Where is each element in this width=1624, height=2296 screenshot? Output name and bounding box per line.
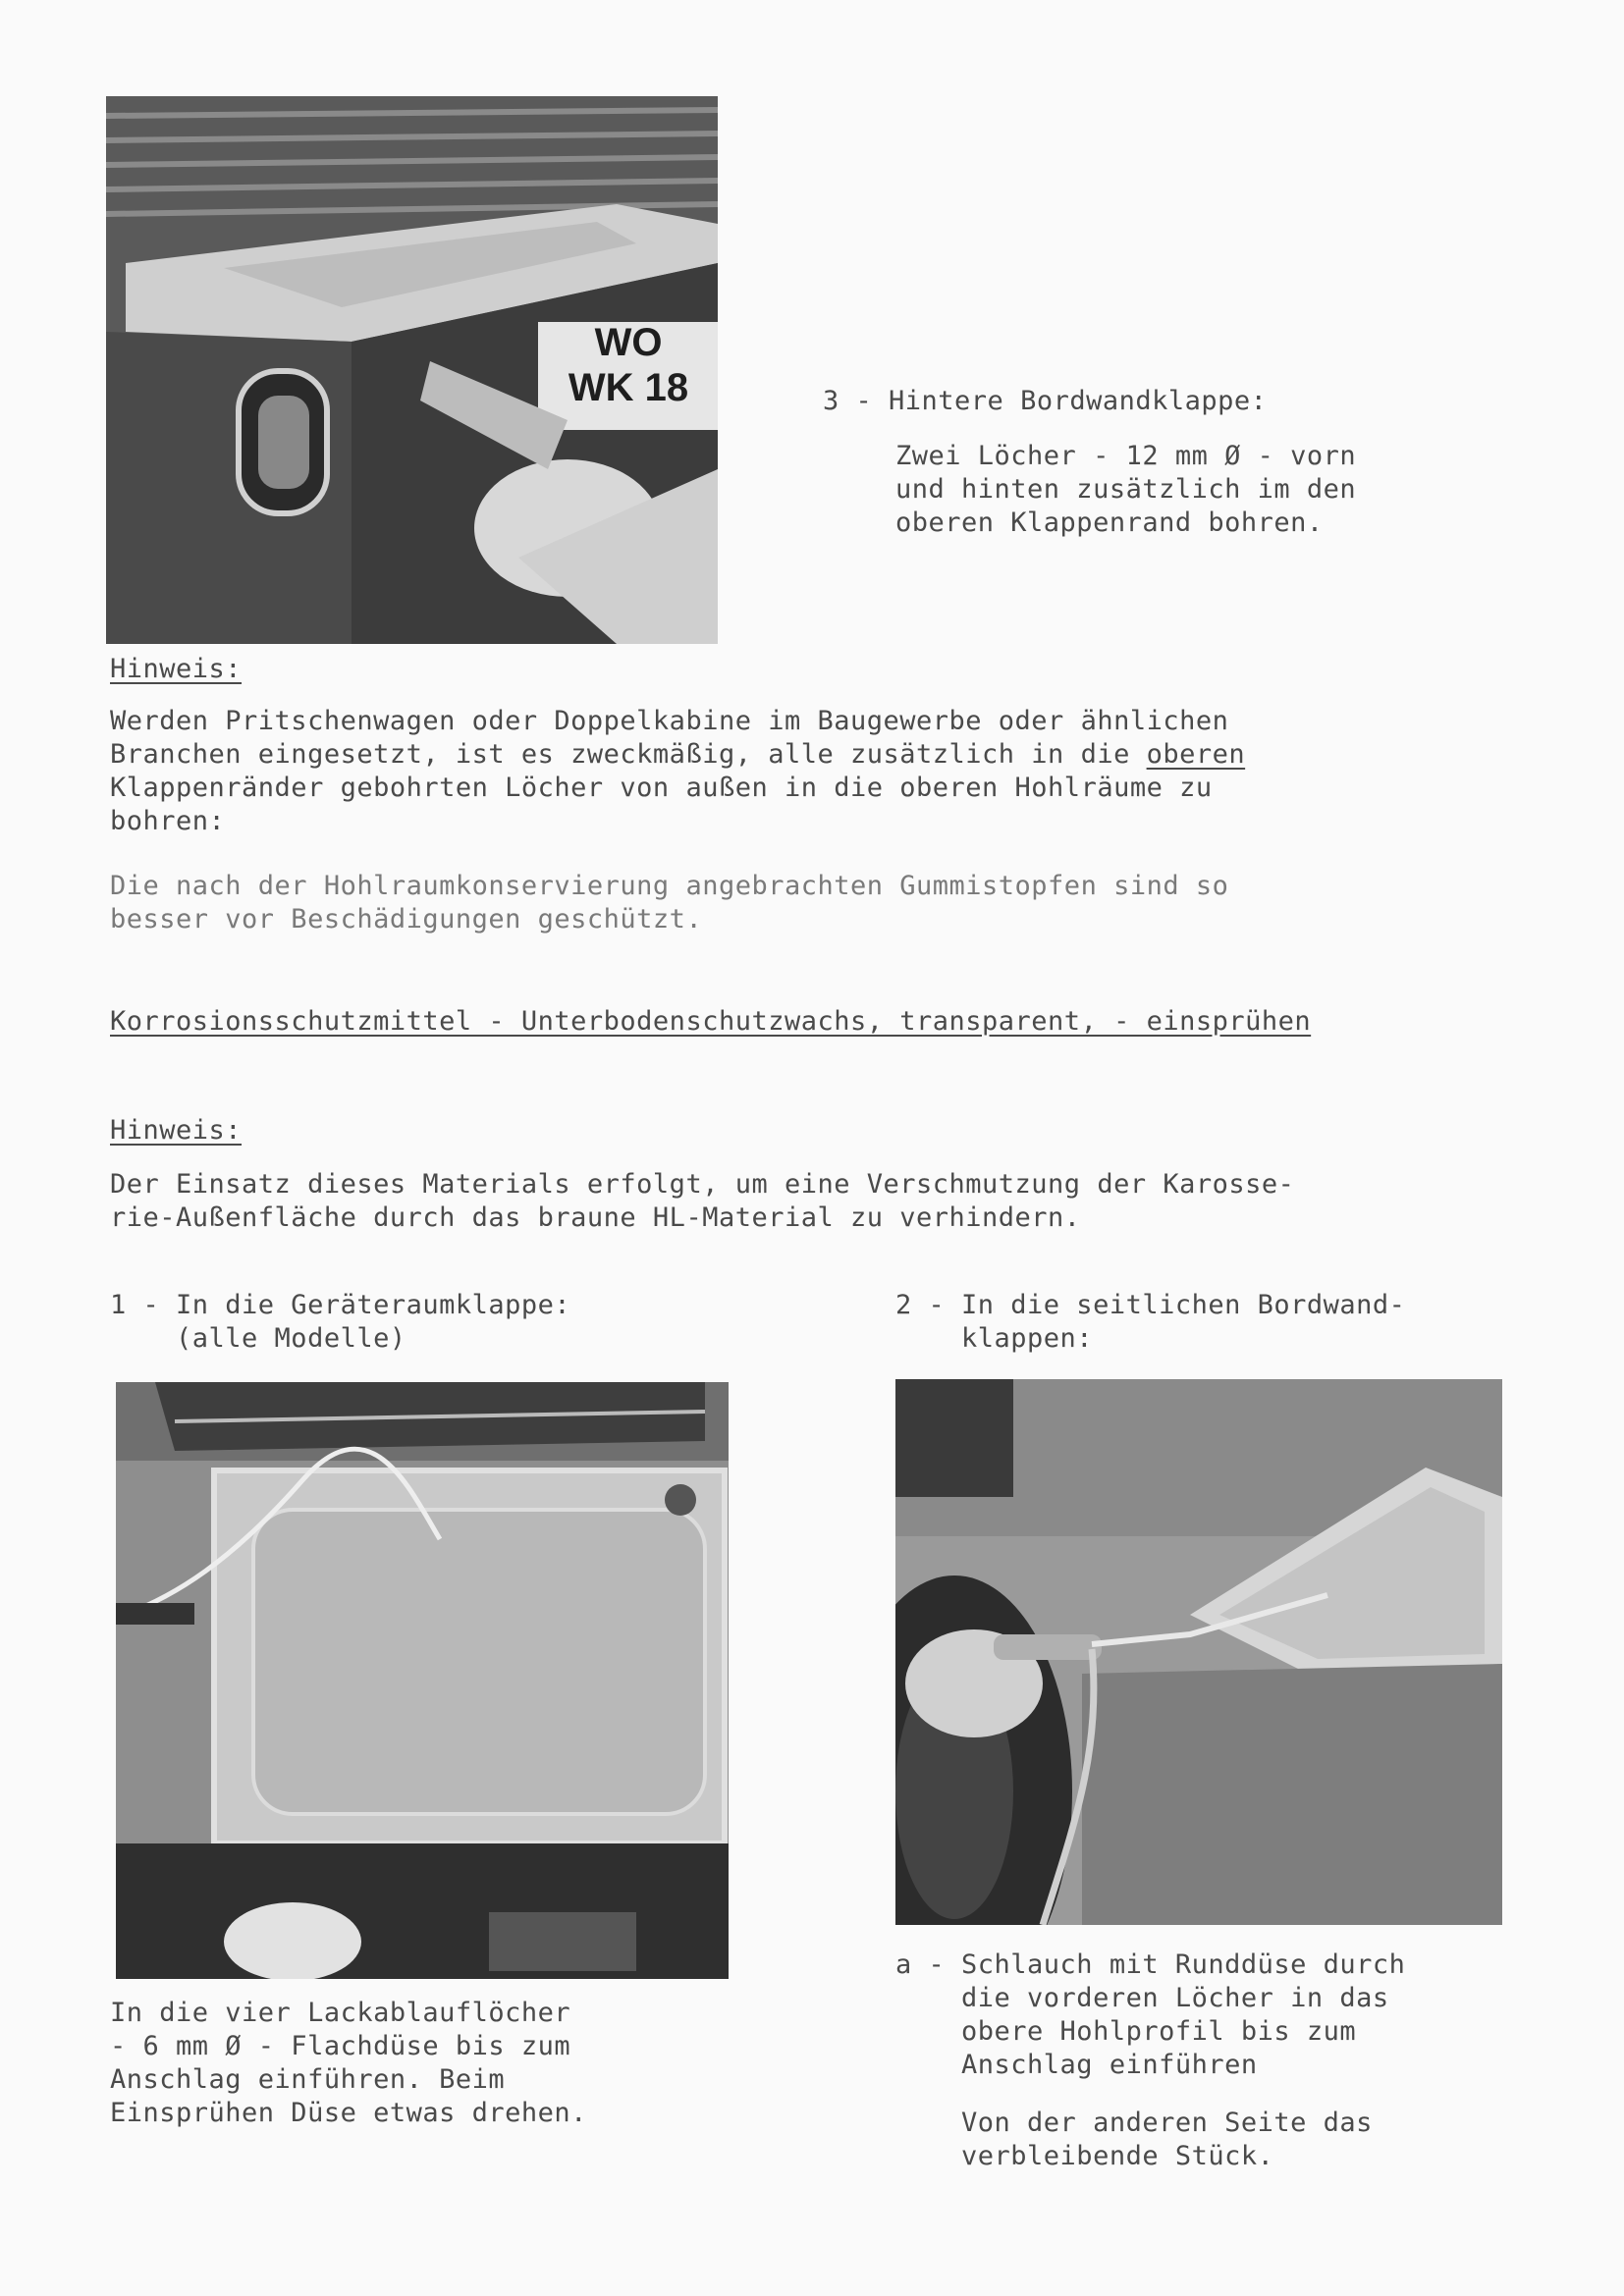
hinweis1-para1-line-2	[110, 738, 1245, 772]
step2-heading-line-1: 2 - In die seitlichen Bordwand-	[895, 1290, 1406, 1320]
plate-line-2: WK 18	[568, 366, 689, 409]
license-plate-text	[550, 320, 707, 410]
section-heading: Korrosionsschutzmittel - Unterbodenschutzwachs, transparent, - einsprühen	[110, 1006, 1312, 1037]
photo-side-dropside-flap	[895, 1379, 1502, 1925]
step2-caption-b-line-2: verbleibende Stück.	[895, 2141, 1274, 2171]
step1-heading-line-1: 1 - In die Geräteraumklappe:	[110, 1290, 571, 1320]
photo-tailgate-drilling	[106, 96, 718, 644]
hinweis1-para1-line-3: Klappenränder gebohrten Löcher von außen in die oberen Hohlräume zu	[110, 773, 1213, 803]
hinweis1-para1-line-4: bohren:	[110, 806, 226, 836]
step2-caption-a-line-1: a - Schlauch mit Runddüse durch	[895, 1949, 1406, 1980]
step2-caption-a-line-3: obere Hohlprofil bis zum	[895, 2016, 1357, 2047]
section3-line-1: Zwei Löcher - 12 mm Ø - vorn	[895, 441, 1357, 471]
step1-caption-line-3: Anschlag einführen. Beim	[110, 2064, 506, 2095]
section3-heading: 3 - Hintere Bordwandklappe:	[823, 386, 1268, 416]
hinweis2-label: Hinweis:	[110, 1115, 243, 1146]
step2-heading-line-2: klappen:	[895, 1323, 1094, 1354]
plate-line-1: WO	[594, 321, 663, 364]
hinweis1-para2-line-1: Die nach der Hohlraumkonservierung angebrachten Gummistopfen sind so	[110, 871, 1229, 901]
photo-equipment-compartment-flap	[116, 1382, 729, 1979]
hinweis2-line-2: rie-Außenfläche durch das braune HL-Material zu verhindern.	[110, 1202, 1081, 1233]
hinweis1-underlined-word: oberen	[1146, 739, 1246, 770]
hinweis1-label: Hinweis:	[110, 654, 243, 684]
step2-caption-a-line-4: Anschlag einführen	[895, 2050, 1258, 2080]
hinweis1-para1-line-2-text: Branchen eingesetzt, ist es zweckmäßig, alle zusätzlich in die	[110, 739, 1147, 770]
step1-caption-line-1: In die vier Lackablauflöcher	[110, 1998, 571, 2028]
hinweis2-line-1: Der Einsatz dieses Materials erfolgt, um eine Verschmutzung der Karosse-	[110, 1169, 1295, 1200]
step2-caption-a-line-2: die vorderen Löcher in das	[895, 1983, 1389, 2013]
hinweis1-para2-line-2: besser vor Beschädigungen geschützt.	[110, 904, 703, 934]
section3-line-2: und hinten zusätzlich im den	[895, 474, 1357, 505]
section3-line-3: oberen Klappenrand bohren.	[895, 507, 1324, 538]
step1-caption-line-2: - 6 mm Ø - Flachdüse bis zum	[110, 2031, 571, 2061]
step1-heading-line-2: (alle Modelle)	[110, 1323, 406, 1354]
step2-caption-b-line-1: Von der anderen Seite das	[895, 2108, 1373, 2138]
step1-caption-line-4: Einsprühen Düse etwas drehen.	[110, 2098, 587, 2128]
hinweis1-para1-line-1: Werden Pritschenwagen oder Doppelkabine im Baugewerbe oder ähnlichen	[110, 706, 1229, 736]
